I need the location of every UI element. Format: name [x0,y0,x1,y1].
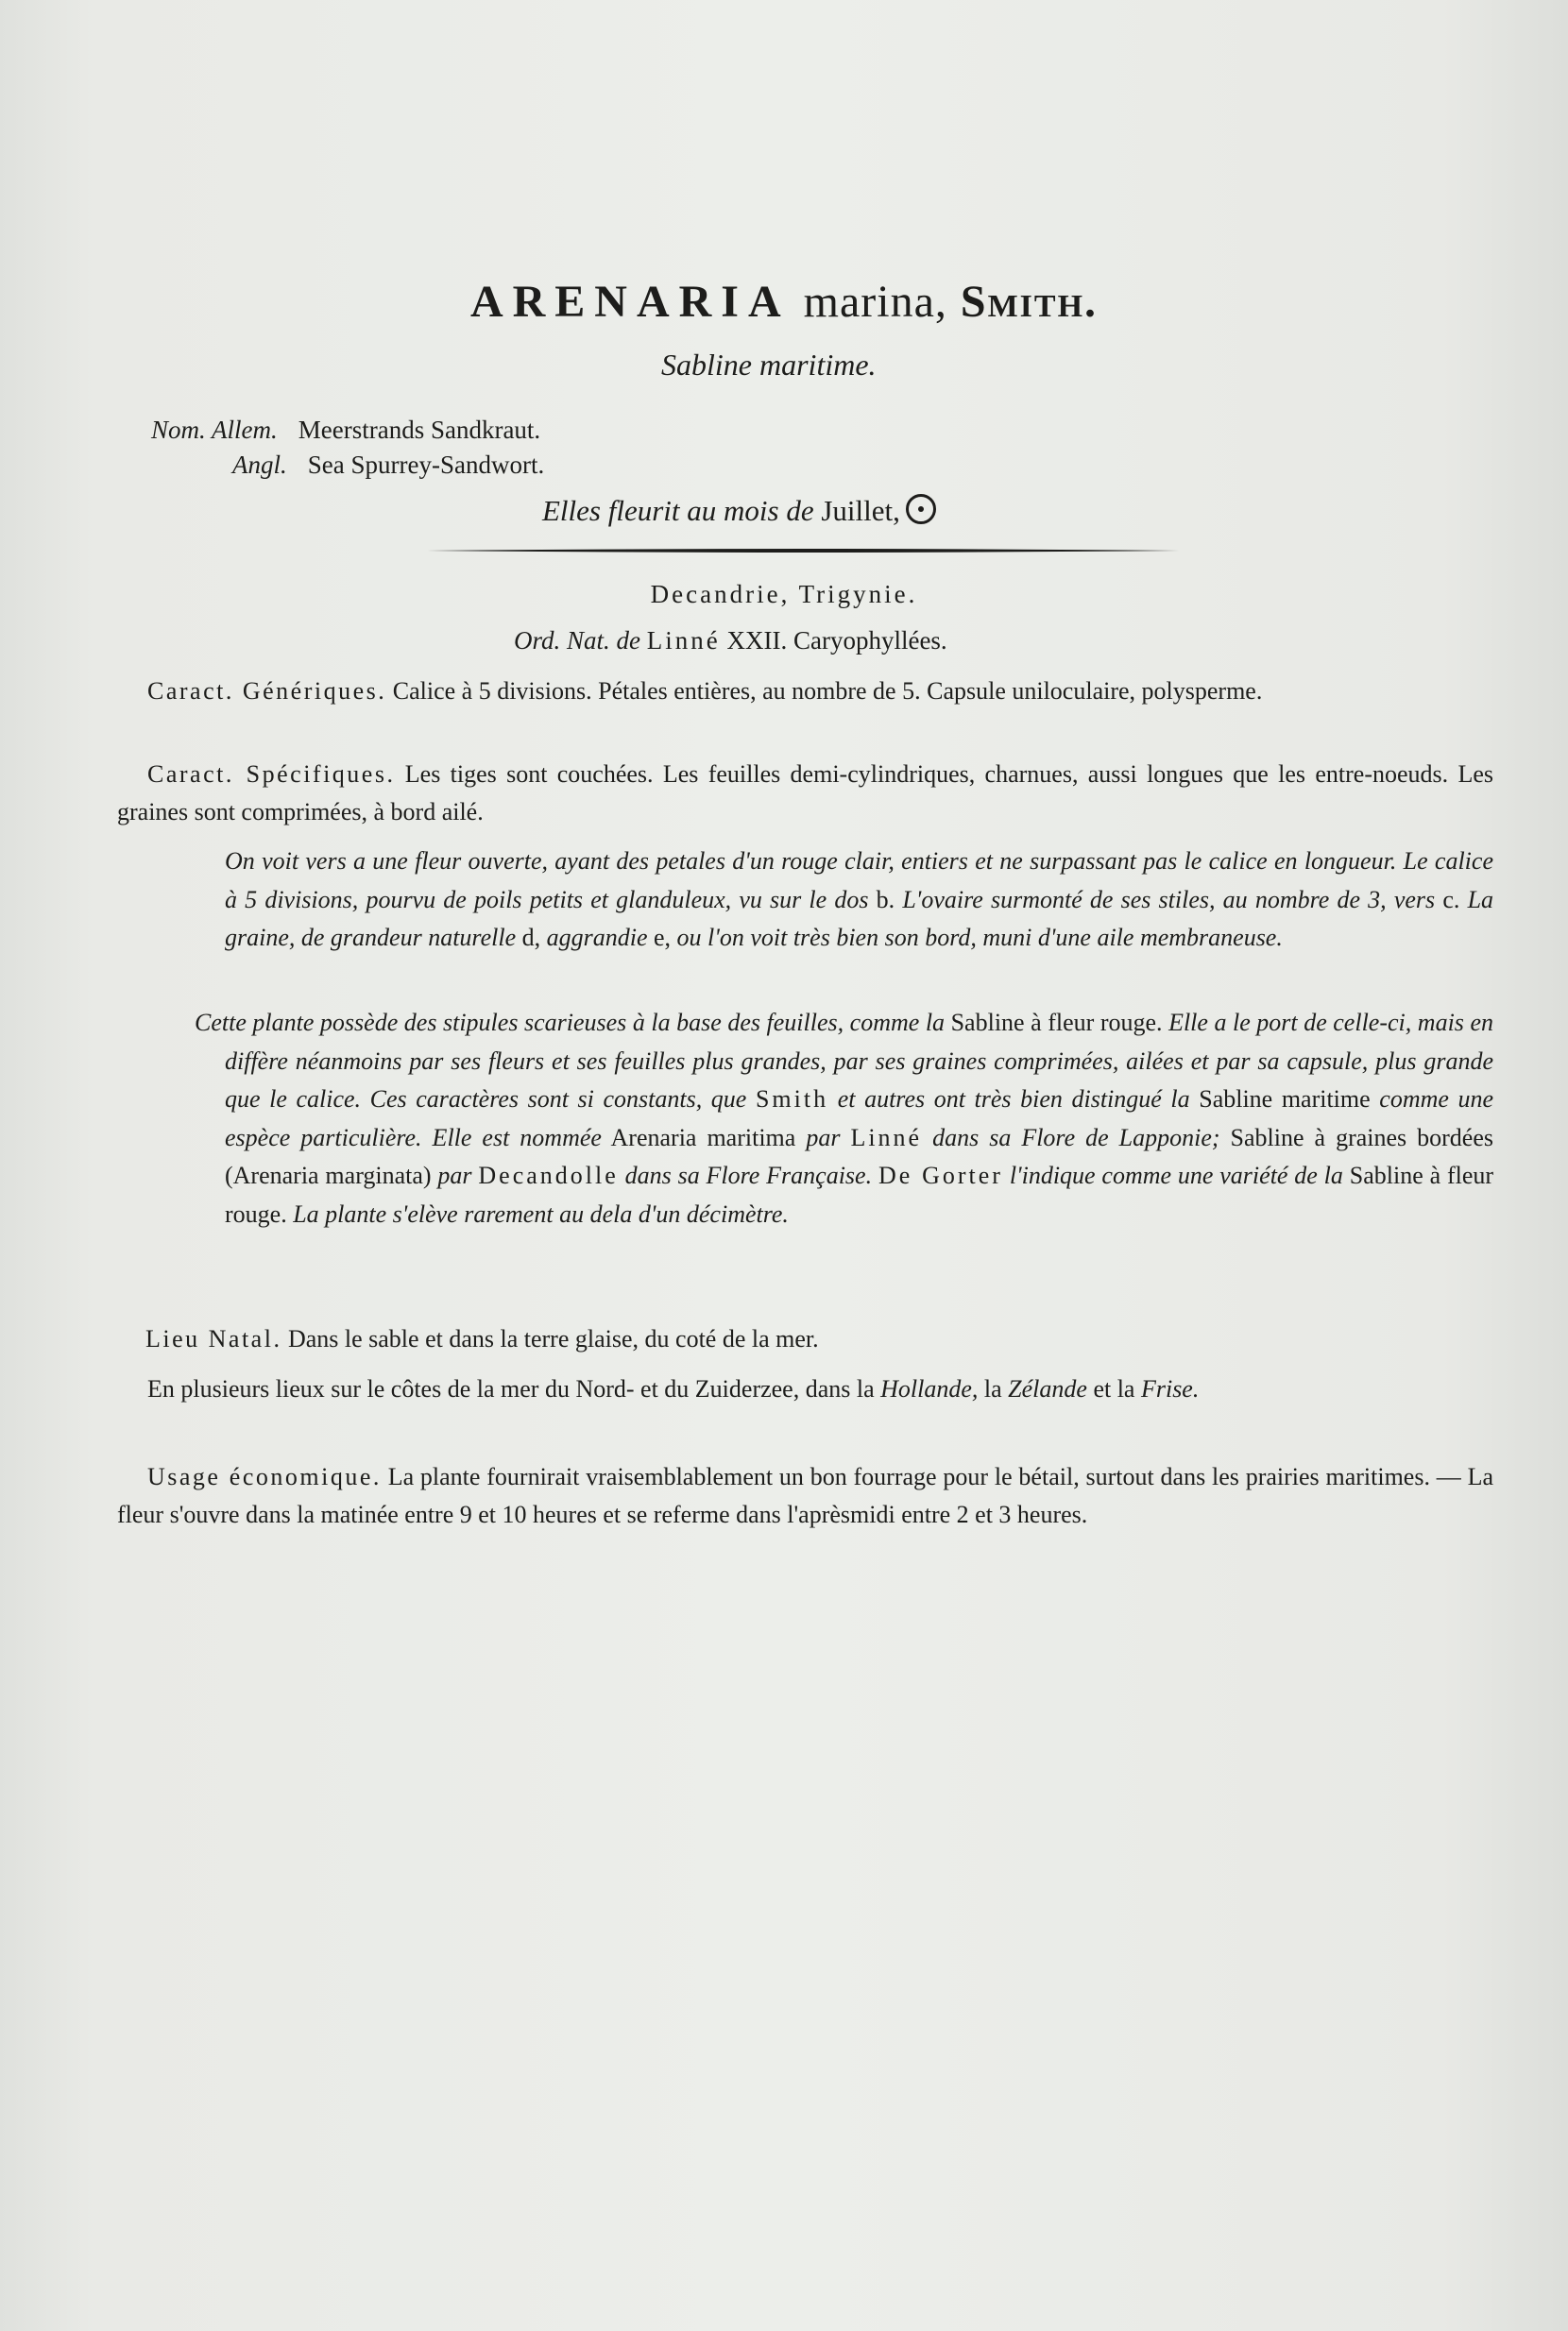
observation-text: La plante s'elève rarement au dela d'un décimètre. [293,1200,789,1228]
place-name: Frise. [1140,1375,1200,1403]
economic-use [117,1458,1493,1533]
generic-text: Calice à 5 divisions. Pétales entières, au nombre de 5. Capsule uniloculaire, polysperme. [392,677,1263,705]
observation-text: par [437,1162,472,1189]
title-author: Smith. [960,277,1099,327]
common-name-label: Nom. Allem. [151,416,278,444]
habitat [145,1320,1496,1358]
common-name-label: Angl. [232,451,287,479]
natural-order [514,626,947,655]
common-name-value: Meerstrands Sandkraut. [298,416,541,444]
author-name: De Gorter [878,1162,1003,1189]
figure-letter: b. [876,885,895,913]
figure-text: aggrandie [546,924,648,951]
plant-name: Sabline à fleur rouge. [225,1162,1494,1228]
observation-text: l'indique comme une variété de la [1009,1162,1343,1189]
observation-text: Cette plante possède des stipules scarieuses à la base des feuilles, comme la [195,1009,946,1036]
common-name-german [151,416,540,445]
ordo-linne: Linné [646,626,721,655]
author-name: Linné [850,1123,923,1151]
title-species: marina, [803,277,947,327]
figure-text: On voit vers a une fleur ouverte, ayant des petales d'un rouge clair, entiers et ne surpassant pas le calice en longueur. Le calice à 5 divisions, pourvu de poils petits et glanduleux, vu sur le dos [225,847,1493,913]
habitat-label: Lieu Natal. [145,1325,282,1353]
flowering-month: Juillet, [821,494,900,527]
observation-text: comme une espèce particulière. Elle est nommée [225,1085,1494,1151]
observations [195,1004,1493,1234]
title-genus: ARENARIA [469,277,791,327]
ornamental-rule [427,548,1179,553]
usage-text: La plante fournirait vraisemblablement un bon fourrage pour le bétail, surtout dans les prairies maritimes. — La fleur s'ouvre dans la matinée entre 9 et 10 heures et se referme dans l'aprèsmidi entre 2 et 3 heures. [117,1463,1494,1528]
flowering-text: Elles fleurit au mois de [542,494,814,527]
localities-text: la [983,1375,1002,1403]
generic-characters [117,672,1493,710]
localities-text: et la [1093,1375,1135,1403]
author-name: Smith [755,1085,829,1113]
page-title [0,276,1568,328]
figure-letter: e, [654,924,672,951]
flowering-line [542,494,936,528]
habitat-text: Dans le sable et dans la terre glaise, du coté de la mer. [287,1325,819,1353]
plant-name: Sabline à graines bordées (Arenaria marginata) [225,1123,1494,1189]
plant-name: Arenaria maritima [610,1123,796,1151]
ordo-prefix: Ord. Nat. de [514,626,640,655]
localities [117,1370,1493,1408]
ordo-family: Caryophyllées. [793,626,947,655]
figure-letter: d, [521,924,541,951]
linnaean-class: Decandrie, Trigynie. [650,580,918,608]
specific-text: Les tiges sont couchées. Les feuilles demi-cylindriques, charnues, aussi longues que les entre-noeuds. Les graines sont comprimées, à bord ailé. [117,760,1493,825]
figure-explanation [225,842,1493,958]
observation-text: par [806,1123,841,1151]
usage-label: Usage économique. [147,1463,382,1490]
page-subtitle: Sabline maritime. [661,348,877,382]
localities-text: En plusieurs lieux sur le côtes de la mer du Nord- et du Zuiderzee, dans la [147,1375,875,1403]
figure-letter: c. [1442,885,1460,913]
figure-text: ou l'on voit très bien son bord, muni d'une aile membraneuse. [676,924,1283,951]
figure-text: La graine, de grandeur naturelle [225,885,1494,951]
ordo-number: XXII. [726,626,788,655]
common-name-english [151,451,544,480]
observation-text: dans sa Flore de Lapponie; [932,1123,1220,1151]
place-name: Hollande, [880,1375,979,1403]
figure-text: L'ovaire surmonté de ses stiles, au nombre de 3, vers [902,885,1436,913]
observation-text: Elle a le port de celle-ci, mais en diffère néanmoins par ses fleurs et ses feuilles plus grandes, par ses graines comprimées, ailées et par sa capsule, plus grande que le calice. Ces caractères sont si constants, que [225,1009,1493,1113]
specific-characters [117,756,1493,830]
observation-text: dans sa Flore Française. [624,1162,873,1189]
plant-name: Sabline à fleur rouge. [950,1009,1163,1036]
common-name-value: Sea Spurrey-Sandwort. [307,451,545,479]
author-name: Decandolle [478,1162,619,1189]
plant-name: Sabline maritime [1199,1085,1371,1113]
specific-label: Caract. Spécifiques. [147,760,396,788]
observation-text: et autres ont très bien distingué la [837,1085,1190,1113]
perennial-sun-icon [906,494,936,524]
generic-label: Caract. Génériques. [147,677,387,705]
place-name: Zélande [1008,1375,1087,1403]
